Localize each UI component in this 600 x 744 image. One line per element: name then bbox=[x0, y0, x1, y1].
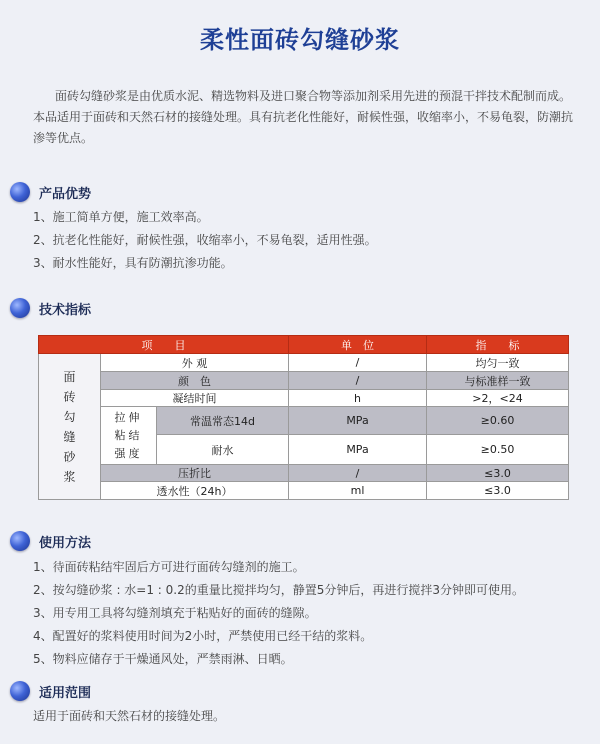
header-unit: 单 位 bbox=[289, 336, 427, 354]
bullet-icon bbox=[10, 298, 30, 318]
row-unit: / bbox=[289, 465, 427, 482]
row-value: 均匀一致 bbox=[427, 354, 569, 372]
row-value: ≤3.0 bbox=[427, 465, 569, 482]
list-item: 1、施工简单方便，施工效率高。 bbox=[33, 210, 209, 224]
header-index: 指 标 bbox=[427, 336, 569, 354]
spec-table bbox=[38, 335, 569, 500]
table-row bbox=[39, 482, 569, 500]
row-value: >2，<24 bbox=[427, 390, 569, 407]
row-value: 与标准样一致 bbox=[427, 372, 569, 390]
list-item: 3、用专用工具将勾缝剂填充于粘贴好的面砖的缝隙。 bbox=[33, 606, 317, 620]
row-unit: MPa bbox=[289, 435, 427, 465]
table-row bbox=[39, 407, 569, 435]
advantages-list bbox=[33, 206, 573, 275]
row-value: ≥0.50 bbox=[427, 435, 569, 465]
row-unit: h bbox=[289, 390, 427, 407]
table-row bbox=[39, 354, 569, 372]
row-value: ≤3.0 bbox=[427, 482, 569, 500]
section-title: 适用范围 bbox=[39, 686, 92, 701]
row-name: 外 观 bbox=[101, 354, 289, 372]
table-row bbox=[39, 465, 569, 482]
row-name: 常温常态14d bbox=[157, 407, 289, 435]
side-label-cell bbox=[39, 354, 101, 500]
row-name: 凝结时间 bbox=[101, 390, 289, 407]
section-title: 技术指标 bbox=[39, 303, 92, 318]
table-row bbox=[39, 390, 569, 407]
row-name: 透水性（24h） bbox=[101, 482, 289, 500]
list-item: 5、物料应储存于干燥通风处，严禁雨淋、日晒。 bbox=[33, 652, 293, 666]
table-row bbox=[39, 372, 569, 390]
list-item: 4、配置好的浆料使用时间为2小时，严禁使用已经干结的浆料。 bbox=[33, 629, 373, 643]
table-header-row bbox=[39, 336, 569, 354]
section-title: 产品优势 bbox=[39, 187, 92, 202]
scope-text: 适用于面砖和天然石材的接缝处理。 bbox=[33, 709, 226, 723]
list-item: 2、按勾缝砂浆 : 水=1 : 0.2的重量比搅拌均匀，静置5分钟后，再进行搅拌3分钟即可使用。 bbox=[33, 583, 525, 597]
bullet-icon bbox=[10, 681, 30, 701]
bullet-icon bbox=[10, 531, 30, 551]
row-name: 耐水 bbox=[157, 435, 289, 465]
row-unit: MPa bbox=[289, 407, 427, 435]
section-title: 使用方法 bbox=[39, 536, 92, 551]
intro-paragraph: 面砖勾缝砂浆是由优质水泥、精选物料及进口聚合物等添加剂采用先进的预混干拌技术配制而成。本品适用于面砖和天然石材的接缝处理。具有抗老化性能好，耐候性强，收缩率小，不易龟裂，防潮抗渗等优点。 bbox=[33, 89, 574, 145]
list-item: 2、抗老化性能好，耐候性强，收缩率小，不易龟裂，适用性强。 bbox=[33, 233, 377, 247]
strength-label: 拉伸粘结强度 bbox=[114, 410, 143, 460]
header-item: 项 目 bbox=[39, 336, 289, 354]
side-label: 面砖勾缝砂浆 bbox=[63, 369, 76, 484]
usage-list bbox=[33, 556, 573, 671]
row-unit: ml bbox=[289, 482, 427, 500]
list-item: 3、耐水性能好，具有防潮抗渗功能。 bbox=[33, 256, 233, 270]
strength-label-cell bbox=[101, 407, 157, 465]
row-value: ≥0.60 bbox=[427, 407, 569, 435]
page-title: 柔性面砖勾缝砂浆 bbox=[200, 26, 400, 54]
bullet-icon bbox=[10, 182, 30, 202]
row-name: 颜 色 bbox=[101, 372, 289, 390]
row-name: 压折比 bbox=[101, 465, 289, 482]
row-unit: / bbox=[289, 372, 427, 390]
list-item: 1、待面砖粘结牢固后方可进行面砖勾缝剂的施工。 bbox=[33, 560, 305, 574]
row-unit: / bbox=[289, 354, 427, 372]
